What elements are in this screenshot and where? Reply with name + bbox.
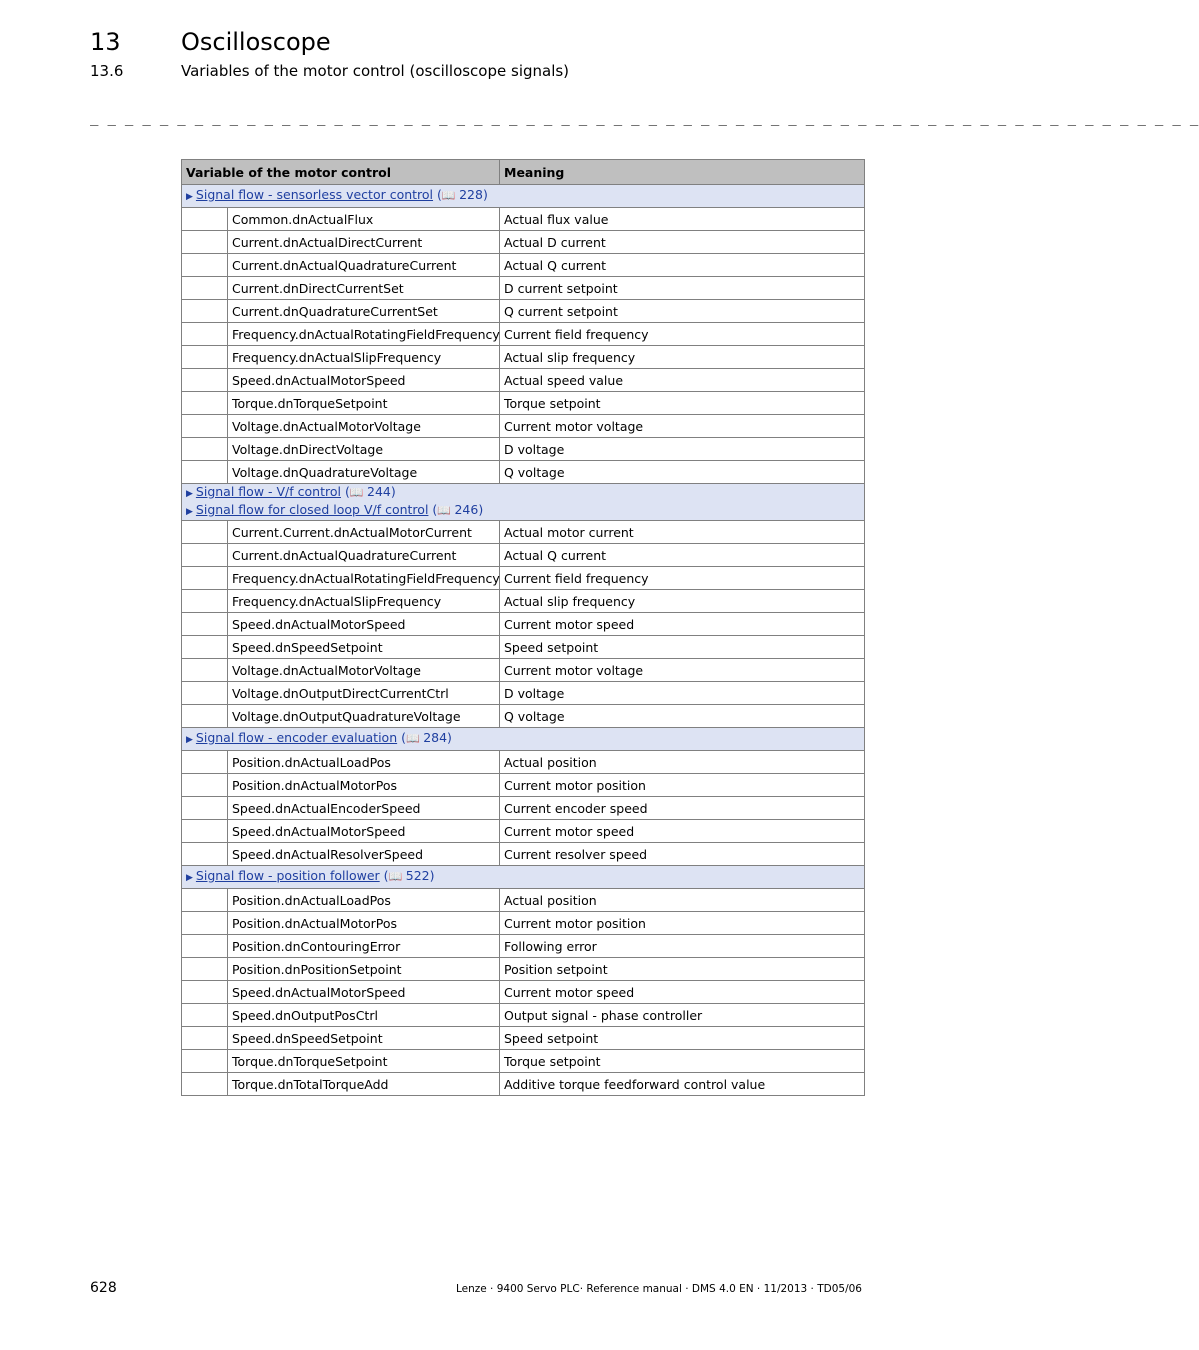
variable-cell: Voltage.dnActualMotorVoltage: [228, 659, 500, 682]
group-link-cell: [182, 484, 865, 521]
indent-cell: [182, 1050, 228, 1073]
indent-cell: [182, 208, 228, 231]
indent-cell: [182, 346, 228, 369]
table-row: [182, 231, 865, 254]
variable-cell: Position.dnActualLoadPos: [228, 751, 500, 774]
variable-cell: Torque.dnTorqueSetpoint: [228, 1050, 500, 1073]
meaning-cell: Speed setpoint: [500, 1027, 865, 1050]
variable-cell: Speed.dnActualMotorSpeed: [228, 369, 500, 392]
indent-cell: [182, 544, 228, 567]
indent-cell: [182, 1073, 228, 1096]
meaning-cell: Actual slip frequency: [500, 590, 865, 613]
section-title: Variables of the motor control (oscilloscope signals): [181, 62, 570, 80]
group-row: [182, 484, 865, 521]
indent-cell: [182, 797, 228, 820]
meaning-cell: D current setpoint: [500, 277, 865, 300]
column-header-variable: Variable of the motor control: [182, 160, 500, 185]
indent-cell: [182, 912, 228, 935]
table-row: [182, 1027, 865, 1050]
table-row: [182, 705, 865, 728]
arrow-right-icon: ▶: [186, 873, 193, 883]
variable-cell: Speed.dnActualMotorSpeed: [228, 613, 500, 636]
chapter-number: 13: [90, 28, 121, 56]
variables-table: [181, 159, 865, 1096]
table-row: [182, 415, 865, 438]
table-row: [182, 208, 865, 231]
variable-cell: Voltage.dnOutputDirectCurrentCtrl: [228, 682, 500, 705]
table-row: [182, 751, 865, 774]
paren-close: ): [482, 187, 488, 202]
table-row: [182, 1050, 865, 1073]
variable-cell: Torque.dnTotalTorqueAdd: [228, 1073, 500, 1096]
meaning-cell: Actual motor current: [500, 521, 865, 544]
variable-cell: Voltage.dnActualMotorVoltage: [228, 415, 500, 438]
book-icon: 📖: [441, 189, 460, 202]
table-row: [182, 254, 865, 277]
table-row: [182, 935, 865, 958]
meaning-cell: D voltage: [500, 438, 865, 461]
table-row: [182, 323, 865, 346]
table-row: [182, 300, 865, 323]
meaning-cell: Current encoder speed: [500, 797, 865, 820]
signal-flow-link-text[interactable]: Signal flow - V/f control: [195, 484, 341, 499]
section-number: 13.6: [90, 62, 124, 80]
indent-cell: [182, 415, 228, 438]
meaning-cell: Actual position: [500, 889, 865, 912]
table-body: [182, 185, 865, 1096]
meaning-cell: Torque setpoint: [500, 392, 865, 415]
variable-cell: Current.dnActualQuadratureCurrent: [228, 544, 500, 567]
table-row: [182, 461, 865, 484]
indent-cell: [182, 1004, 228, 1027]
group-link-cell: [182, 866, 865, 889]
variable-cell: Speed.dnOutputPosCtrl: [228, 1004, 500, 1027]
table-header-row: [182, 160, 865, 185]
variable-cell: Speed.dnActualEncoderSpeed: [228, 797, 500, 820]
variable-cell: Position.dnActualMotorPos: [228, 912, 500, 935]
variable-cell: Position.dnActualLoadPos: [228, 889, 500, 912]
signal-flow-link[interactable]: [186, 502, 860, 520]
table-row: [182, 797, 865, 820]
signal-flow-link-text[interactable]: Signal flow - encoder evaluation: [195, 730, 398, 745]
signal-flow-link-text[interactable]: Signal flow for closed loop V/f control: [195, 502, 429, 517]
table-row: [182, 567, 865, 590]
indent-cell: [182, 981, 228, 1004]
indent-cell: [182, 636, 228, 659]
meaning-cell: Speed setpoint: [500, 636, 865, 659]
indent-cell: [182, 521, 228, 544]
variable-cell: Frequency.dnActualSlipFrequency: [228, 590, 500, 613]
footer-doc-info: Lenze · 9400 Servo PLC· Reference manual · DMS 4.0 EN · 11/2013 · TD05/06: [455, 1283, 862, 1295]
variable-cell: Speed.dnSpeedSetpoint: [228, 636, 500, 659]
table-row: [182, 889, 865, 912]
variable-cell: Frequency.dnActualRotatingFieldFrequency: [228, 567, 500, 590]
table-row: [182, 1073, 865, 1096]
page-number: 628: [90, 1280, 117, 1296]
table-row: [182, 682, 865, 705]
page-reference[interactable]: 244: [367, 484, 391, 499]
variable-cell: Current.dnQuadratureCurrentSet: [228, 300, 500, 323]
indent-cell: [182, 1027, 228, 1050]
table-row: [182, 820, 865, 843]
table-row: [182, 277, 865, 300]
arrow-right-icon: ▶: [186, 489, 193, 499]
meaning-cell: D voltage: [500, 682, 865, 705]
meaning-cell: Current motor speed: [500, 981, 865, 1004]
indent-cell: [182, 323, 228, 346]
variable-cell: Common.dnActualFlux: [228, 208, 500, 231]
group-link-cell: [182, 728, 865, 751]
meaning-cell: Current motor position: [500, 912, 865, 935]
variable-cell: Position.dnPositionSetpoint: [228, 958, 500, 981]
indent-cell: [182, 659, 228, 682]
variable-cell: Position.dnContouringError: [228, 935, 500, 958]
indent-cell: [182, 958, 228, 981]
indent-cell: [182, 254, 228, 277]
table-row: [182, 958, 865, 981]
indent-cell: [182, 392, 228, 415]
page-reference[interactable]: 522: [405, 868, 430, 883]
table-row: [182, 544, 865, 567]
page-reference[interactable]: 246: [454, 502, 479, 517]
signal-flow-link[interactable]: [186, 187, 860, 205]
arrow-right-icon: ▶: [186, 735, 193, 745]
meaning-cell: Actual Q current: [500, 544, 865, 567]
meaning-cell: Current motor speed: [500, 613, 865, 636]
paren-open: (: [379, 868, 389, 883]
variable-cell: Voltage.dnQuadratureVoltage: [228, 461, 500, 484]
indent-cell: [182, 613, 228, 636]
table-row: [182, 912, 865, 935]
table-row: [182, 659, 865, 682]
indent-cell: [182, 705, 228, 728]
arrow-right-icon: ▶: [186, 192, 193, 202]
book-icon: 📖: [437, 504, 455, 517]
table-row: [182, 1004, 865, 1027]
table-row: [182, 843, 865, 866]
variable-cell: Voltage.dnOutputQuadratureVoltage: [228, 705, 500, 728]
meaning-cell: Position setpoint: [500, 958, 865, 981]
meaning-cell: Actual flux value: [500, 208, 865, 231]
indent-cell: [182, 438, 228, 461]
indent-cell: [182, 231, 228, 254]
meaning-cell: Actual speed value: [500, 369, 865, 392]
signal-flow-link-text[interactable]: Signal flow - position follower: [195, 868, 380, 883]
indent-cell: [182, 889, 228, 912]
variable-cell: Position.dnActualMotorPos: [228, 774, 500, 797]
variable-cell: Current.dnActualQuadratureCurrent: [228, 254, 500, 277]
indent-cell: [182, 300, 228, 323]
variable-cell: Current.Current.dnActualMotorCurrent: [228, 521, 500, 544]
page-reference[interactable]: 228: [459, 187, 483, 202]
variable-cell: Voltage.dnDirectVoltage: [228, 438, 500, 461]
table-row: [182, 774, 865, 797]
group-row: [182, 185, 865, 208]
paren-close: ): [478, 502, 484, 517]
signal-flow-link-text[interactable]: Signal flow - sensorless vector control: [195, 187, 434, 202]
indent-cell: [182, 935, 228, 958]
paren-close: ): [390, 484, 396, 499]
page-reference[interactable]: 284: [423, 730, 448, 745]
meaning-cell: Current motor position: [500, 774, 865, 797]
paren-close: ): [429, 868, 435, 883]
signal-flow-link[interactable]: [186, 868, 860, 886]
indent-cell: [182, 461, 228, 484]
table-row: [182, 613, 865, 636]
header-separator: _ _ _ _ _ _ _ _ _ _ _ _ _ _ _ _ _ _ _ _ _ _ _ _ _ _ _ _ _ _ _ _ _ _ _ _ _ _ _ _ _ _ _ _ _ _ _ _ _ _ _ _ _ _ _ _ _ _ _ _ _ _ _ _: [90, 110, 1199, 126]
book-icon: 📖: [388, 870, 406, 883]
indent-cell: [182, 369, 228, 392]
meaning-cell: Actual D current: [500, 231, 865, 254]
book-icon: 📖: [349, 486, 368, 499]
meaning-cell: Current field frequency: [500, 323, 865, 346]
table-row: [182, 346, 865, 369]
indent-cell: [182, 277, 228, 300]
paren-open: (: [340, 484, 350, 499]
variable-cell: Frequency.dnActualRotatingFieldFrequency: [228, 323, 500, 346]
variable-cell: Speed.dnActualMotorSpeed: [228, 820, 500, 843]
indent-cell: [182, 682, 228, 705]
meaning-cell: Current motor voltage: [500, 415, 865, 438]
paren-open: (: [428, 502, 438, 517]
meaning-cell: Current field frequency: [500, 567, 865, 590]
table-row: [182, 590, 865, 613]
meaning-cell: Current resolver speed: [500, 843, 865, 866]
meaning-cell: Following error: [500, 935, 865, 958]
paren-open: (: [433, 187, 442, 202]
group-link-cell: [182, 185, 865, 208]
indent-cell: [182, 843, 228, 866]
meaning-cell: Actual position: [500, 751, 865, 774]
variable-cell: Torque.dnTorqueSetpoint: [228, 392, 500, 415]
meaning-cell: Actual slip frequency: [500, 346, 865, 369]
table-row: [182, 521, 865, 544]
meaning-cell: Current motor voltage: [500, 659, 865, 682]
group-row: [182, 866, 865, 889]
meaning-cell: Current motor speed: [500, 820, 865, 843]
table-row: [182, 636, 865, 659]
indent-cell: [182, 590, 228, 613]
indent-cell: [182, 774, 228, 797]
signal-flow-link[interactable]: [186, 730, 860, 748]
book-icon: 📖: [405, 732, 424, 745]
variable-cell: Frequency.dnActualSlipFrequency: [228, 346, 500, 369]
meaning-cell: Torque setpoint: [500, 1050, 865, 1073]
indent-cell: [182, 820, 228, 843]
table-row: [182, 369, 865, 392]
meaning-cell: Q current setpoint: [500, 300, 865, 323]
variable-cell: Speed.dnActualResolverSpeed: [228, 843, 500, 866]
meaning-cell: Output signal - phase controller: [500, 1004, 865, 1027]
paren-close: ): [447, 730, 452, 745]
meaning-cell: Q voltage: [500, 461, 865, 484]
arrow-right-icon: ▶: [186, 507, 193, 517]
variable-cell: Current.dnActualDirectCurrent: [228, 231, 500, 254]
indent-cell: [182, 751, 228, 774]
signal-flow-link[interactable]: [186, 484, 860, 502]
indent-cell: [182, 567, 228, 590]
meaning-cell: Actual Q current: [500, 254, 865, 277]
table-row: [182, 392, 865, 415]
group-row: [182, 728, 865, 751]
variable-cell: Current.dnDirectCurrentSet: [228, 277, 500, 300]
table-row: [182, 981, 865, 1004]
chapter-title: Oscilloscope: [181, 28, 331, 56]
variable-cell: Speed.dnActualMotorSpeed: [228, 981, 500, 1004]
meaning-cell: Additive torque feedforward control value: [500, 1073, 865, 1096]
paren-open: (: [397, 730, 406, 745]
table-row: [182, 438, 865, 461]
variable-cell: Speed.dnSpeedSetpoint: [228, 1027, 500, 1050]
meaning-cell: Q voltage: [500, 705, 865, 728]
column-header-meaning: Meaning: [500, 160, 865, 185]
